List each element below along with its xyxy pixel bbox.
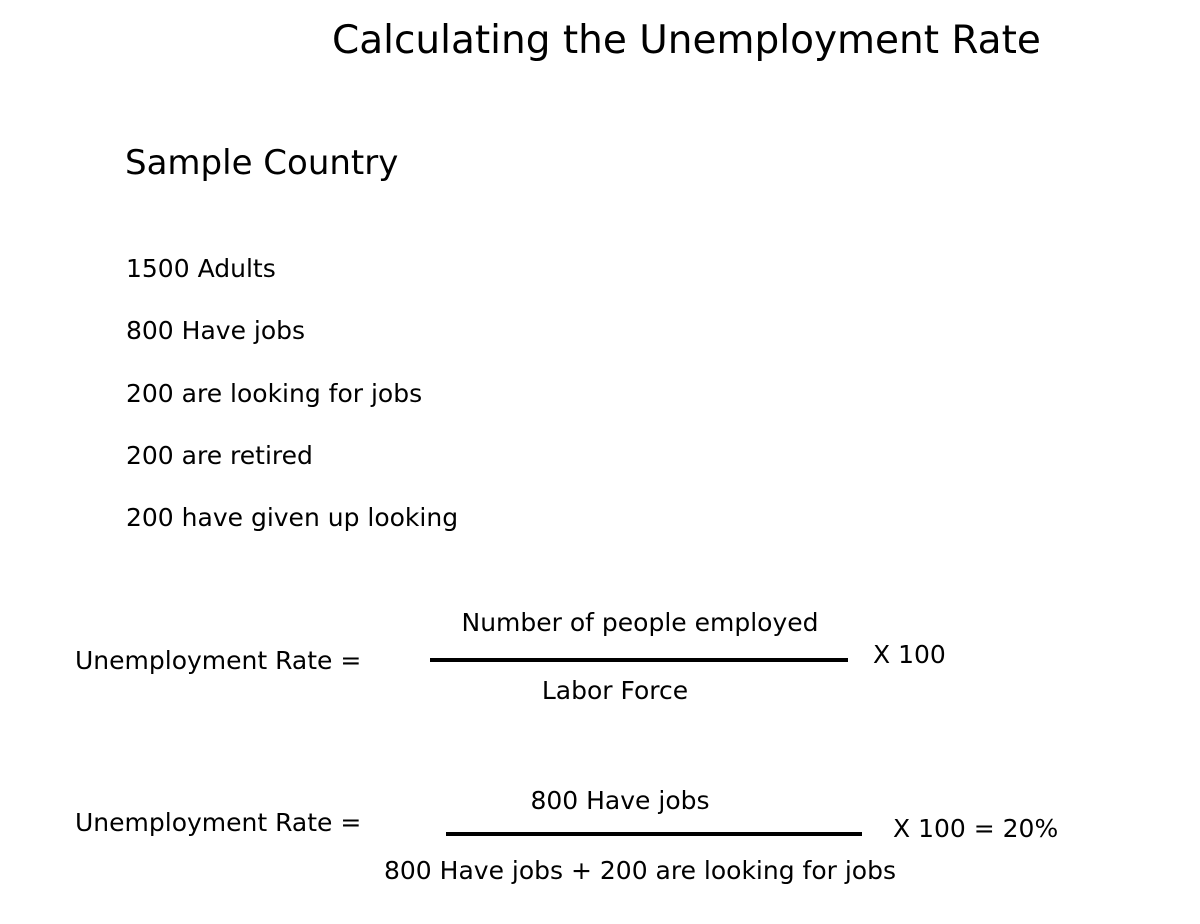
example-numerator: 800 Have jobs	[530, 786, 710, 815]
formula-multiplier: X 100	[873, 640, 946, 669]
fact-item: 200 have given up looking	[126, 503, 459, 532]
fact-item: 200 are retired	[126, 441, 313, 470]
example-lhs: Unemployment Rate =	[75, 808, 362, 837]
slide-title: Calculating the Unemployment Rate	[332, 18, 1041, 63]
fraction-bar	[430, 658, 848, 662]
section-subtitle: Sample Country	[125, 143, 399, 183]
fact-item: 200 are looking for jobs	[126, 379, 423, 408]
formula-lhs: Unemployment Rate =	[75, 646, 362, 675]
example-multiplier: X 100 = 20%	[893, 814, 1059, 843]
fact-item: 800 Have jobs	[126, 316, 306, 345]
fact-item: 1500 Adults	[126, 254, 276, 283]
formula-numerator: Number of people employed	[461, 608, 819, 637]
fraction-bar	[446, 832, 862, 836]
formula-denominator: Labor Force	[541, 676, 689, 705]
example-denominator: 800 Have jobs + 200 are looking for jobs	[384, 856, 896, 885]
